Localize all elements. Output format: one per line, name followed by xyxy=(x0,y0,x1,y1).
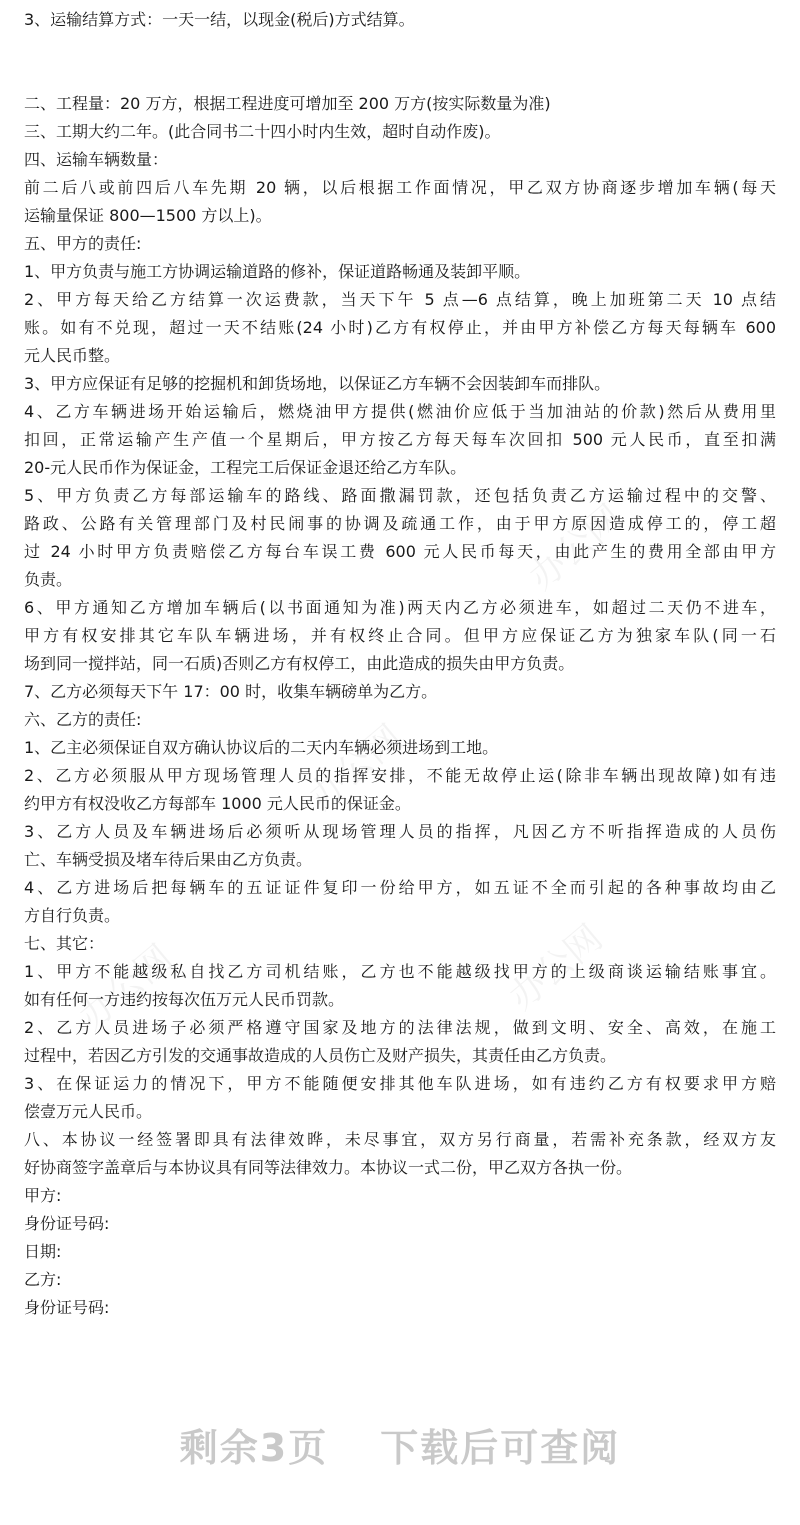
text-line: 好协商签字盖章后与本协议具有同等法律效力。本协议一式二份，甲乙双方各执一份。 xyxy=(24,1158,633,1177)
text-line: 过程中，若因乙方引发的交通事故造成的人员伤亡及财产损失，其责任由乙方负责。 xyxy=(24,1046,617,1065)
text-line: 亡、车辆受损及堵车待后果由乙方负责。 xyxy=(24,850,313,869)
text-line: 账。如有不兑现，超过一天不结账(24 小时)乙方有权停止，并由甲方补偿乙方每天每辆车 600 xyxy=(24,318,776,337)
download-to-view-label: 下载后可查阅 xyxy=(380,1426,621,1470)
text-line: 七、其它： xyxy=(24,934,105,953)
text-line: 5、甲方负责乙方每部运输车的路线、路面撒漏罚款，还包括负责乙方运输过程中的交警、 xyxy=(24,486,776,505)
text-line: 六、乙方的责任: xyxy=(24,710,142,729)
text-line: 2、乙方人员进场子必须严格遵守国家及地方的法律法规，做到文明、安全、高效，在施工 xyxy=(24,1018,776,1037)
text-line: 1、甲方不能越级私自找乙方司机结账，乙方也不能越级找甲方的上级商谈运输结账事宜。 xyxy=(24,962,776,981)
text-line: 前二后八或前四后八车先期 20 辆，以后根据工作面情况，甲乙双方协商逐步增加车辆(每天 xyxy=(24,178,776,197)
text-line: 三、工期大约二年。(此合同书二十四小时内生效，超时自动作废)。 xyxy=(24,122,501,141)
text-line: 3、运输结算方式：一天一结，以现金(税后)方式结算。 xyxy=(24,10,415,29)
text-line: 四、运输车辆数量： xyxy=(24,150,169,169)
text-line: 20-元人民币作为保证金，工程完工后保证金退还给乙方车队。 xyxy=(24,458,467,477)
text-line: 五、甲方的责任: xyxy=(24,234,142,253)
text-line: 方自行负责。 xyxy=(24,906,121,925)
text-line: 甲方有权安排其它车队车辆进场，并有权终止合同。但甲方应保证乙方为独家车队(同一石 xyxy=(24,626,776,645)
signature-field-id-a: 身份证号码: xyxy=(24,1214,110,1233)
text-line: 3、甲方应保证有足够的挖掘机和卸货场地，以保证乙方车辆不会因装卸车而排队。 xyxy=(24,374,611,393)
text-line: 约甲方有权没收乙方每部车 1000 元人民币的保证金。 xyxy=(24,794,411,813)
text-line: 1、乙主必须保证自双方确认协议后的二天内车辆必须进场到工地。 xyxy=(24,738,499,757)
text-line: 如有任何一方违约按每次伍万元人民币罚款。 xyxy=(24,990,345,1009)
text-line: 路政、公路有关管理部门及村民闹事的协调及疏通工作，由于甲方原因造成停工的，停工超 xyxy=(24,514,776,533)
text-line: 二、工程量：20 万方，根据工程进度可增加至 200 万方(按实际数量为准) xyxy=(24,94,551,113)
text-line: 3、乙方人员及车辆进场后必须听从现场管理人员的指挥，凡因乙方不听指挥造成的人员伤 xyxy=(24,822,776,841)
text-line: 3、在保证运力的情况下，甲方不能随便安排其他车队进场，如有违约乙方有权要求甲方赔 xyxy=(24,1074,776,1093)
text-line: 负责。 xyxy=(24,570,73,589)
text-line: 场到同一搅拌站，同一石质)否则乙方有权停工，由此造成的损失由甲方负责。 xyxy=(24,654,575,673)
text-line: 6、甲方通知乙方增加车辆后(以书面通知为准)两天内乙方必须进车，如超过二天仍不进车， xyxy=(24,598,776,617)
text-line: 4、乙方进场后把每辆车的五证证件复印一份给甲方，如五证不全而引起的各种事故均由乙 xyxy=(24,878,776,897)
signature-field-party-a: 甲方: xyxy=(24,1186,62,1205)
text-line: 八、本协议一经签署即具有法律效晔，未尽事宜，双方另行商量，若需补充条款，经双方友 xyxy=(24,1130,776,1149)
text-line: 1、甲方负责与施工方协调运输道路的修补，保证道路畅通及装卸平顺。 xyxy=(24,262,531,281)
text-line: 运输量保证 800—1500 方以上)。 xyxy=(24,206,272,225)
download-banner[interactable] xyxy=(0,1418,800,1478)
signature-field-party-b: 乙方: xyxy=(24,1270,62,1289)
remaining-pages-label: 剩余3页 xyxy=(179,1426,329,1470)
text-line: 偿壹万元人民币。 xyxy=(24,1102,153,1121)
text-line: 2、乙方必须服从甲方现场管理人员的指挥安排，不能无故停止运(除非车辆出现故障)如有违 xyxy=(24,766,776,785)
signature-field-date: 日期: xyxy=(24,1242,62,1261)
signature-field-id-b: 身份证号码: xyxy=(24,1298,110,1317)
text-line: 过 24 小时甲方负责赔偿乙方每台车误工费 600 元人民币每天，由此产生的费用全部由甲方 xyxy=(24,542,776,561)
text-line: 2、甲方每天给乙方结算一次运费款，当天下午 5 点—6 点结算，晚上加班第二天 10 点结 xyxy=(24,290,776,309)
text-line: 扣回，正常运输产生产值一个星期后，甲方按乙方每天每车次回扣 500 元人民币，直至扣满 xyxy=(24,430,776,449)
text-line: 4、乙方车辆进场开始运输后，燃烧油甲方提供(燃油价应低于当加油站的价款)然后从费用里 xyxy=(24,402,776,421)
text-line: 元人民币整。 xyxy=(24,346,121,365)
text-line: 7、乙方必须每天下午 17：00 时，收集车辆磅单为乙方。 xyxy=(24,682,438,701)
